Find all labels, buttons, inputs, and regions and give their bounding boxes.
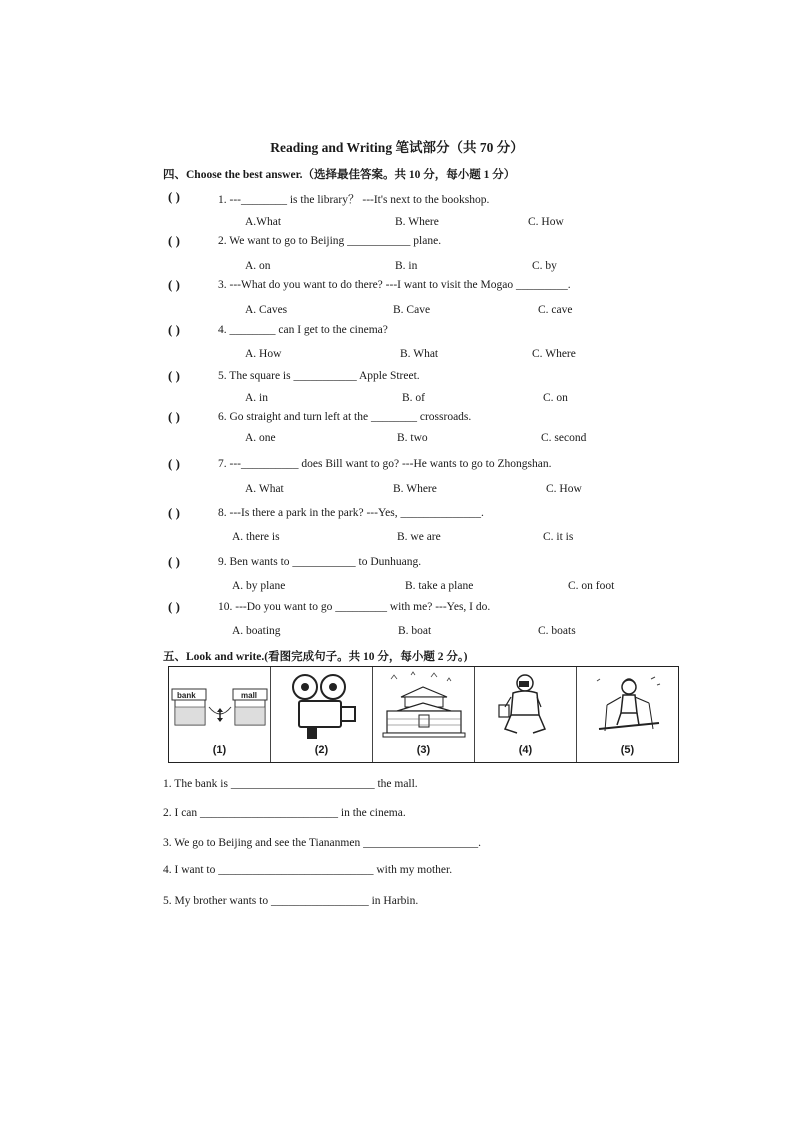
picture-cell-1 [169, 667, 271, 762]
question-stem: 1. ---________ is the library？ ---It's next to the bookshop. [218, 194, 490, 206]
answer-option: A. on [245, 260, 271, 272]
picture-label-1: (1) [212, 744, 227, 756]
question-stem: 9. Ben wants to ___________ to Dunhuang. [218, 556, 422, 568]
answer-option: C. by [532, 260, 557, 272]
picture-cell-5 [577, 667, 678, 762]
picture-cell-2 [271, 667, 373, 762]
answer-option: A. Caves [245, 304, 288, 316]
question-stem: 8. ---Is there a park in the park? ---Yes, ______________. [218, 507, 484, 519]
answer-blank-paren: ( ) [168, 368, 180, 383]
answer-blank-paren: ( ) [168, 554, 180, 569]
writing-sentence: 3. We go to Beijing and see the Tiananmen ____________________. [163, 837, 481, 849]
answer-option: A.What [245, 216, 282, 228]
answer-option: B. take a plane [405, 580, 474, 592]
writing-sentence: 1. The bank is _________________________ the mall. [163, 778, 418, 790]
answer-option: B. What [400, 348, 439, 360]
answer-option: B. Where [393, 483, 437, 495]
section-five-heading: 五、Look and write.(看图完成句子。共 10 分，每小题 2 分。) [163, 651, 468, 663]
question-stem: 10. ---Do you want to go _________ with me? ---Yes, I do. [218, 601, 491, 613]
answer-option: B. boat [398, 625, 432, 637]
answer-option: C. second [541, 432, 587, 444]
answer-option: B. of [402, 392, 425, 404]
writing-sentence: 2. I can ________________________ in the cinema. [163, 807, 406, 819]
page-title: Reading and Writing 笔试部分（共 70 分） [270, 140, 524, 155]
answer-option: A. How [245, 348, 282, 360]
answer-option: C. boats [538, 625, 576, 637]
answer-blank-paren: ( ) [168, 409, 180, 424]
answer-option: B. Cave [393, 304, 431, 316]
answer-option: C. on foot [568, 580, 615, 592]
answer-option: C. it is [543, 531, 574, 543]
answer-option: B. we are [397, 531, 441, 543]
picture-label-3: (3) [416, 744, 431, 756]
answer-option: A. in [245, 392, 268, 404]
answer-option: B. two [397, 432, 428, 444]
question-stem: 7. ---__________ does Bill want to go? ---He wants to go to Zhongshan. [218, 458, 552, 470]
answer-option: A. boating [232, 625, 281, 637]
answer-option: A. What [245, 483, 284, 495]
writing-sentence: 4. I want to ___________________________ with my mother. [163, 864, 453, 876]
answer-option: C. How [528, 216, 564, 228]
picture-label-2: (2) [314, 744, 329, 756]
question-stem: 2. We want to go to Beijing ___________ plane. [218, 235, 442, 247]
answer-option: A. by plane [232, 580, 286, 592]
answer-option: B. in [395, 260, 418, 272]
writing-sentence: 5. My brother wants to _________________ in Harbin. [163, 895, 419, 907]
answer-blank-paren: ( ) [168, 505, 180, 520]
mall-sign: mall [241, 691, 258, 700]
answer-option: A. there is [232, 531, 280, 543]
section-four-heading: 四、Choose the best answer.（选择最佳答案。共 10 分，每小题 1 分） [163, 169, 516, 181]
bank-sign: bank [177, 691, 196, 700]
picture-table [168, 666, 679, 763]
question-stem: 3. ---What do you want to do there? ---I want to visit the Mogao _________. [218, 279, 571, 291]
question-stem: 5. The square is ___________ Apple Street. [218, 370, 420, 382]
question-stem: 4. ________ can I get to the cinema? [218, 324, 388, 336]
answer-option: C. Where [532, 348, 576, 360]
answer-option: A. one [245, 432, 276, 444]
picture-label-4: (4) [518, 744, 533, 756]
answer-option: C. How [546, 483, 582, 495]
question-stem: 6. Go straight and turn left at the ________ crossroads. [218, 411, 472, 423]
picture-cell-4 [475, 667, 577, 762]
answer-option: C. on [543, 392, 568, 404]
answer-option: C. cave [538, 304, 573, 316]
answer-blank-paren: ( ) [168, 189, 180, 204]
answer-blank-paren: ( ) [168, 456, 180, 471]
answer-blank-paren: ( ) [168, 233, 180, 248]
answer-option: B. Where [395, 216, 439, 228]
answer-blank-paren: ( ) [168, 599, 180, 614]
answer-blank-paren: ( ) [168, 277, 180, 292]
answer-blank-paren: ( ) [168, 322, 180, 337]
picture-label-5: (5) [620, 744, 635, 756]
picture-cell-3 [373, 667, 475, 762]
